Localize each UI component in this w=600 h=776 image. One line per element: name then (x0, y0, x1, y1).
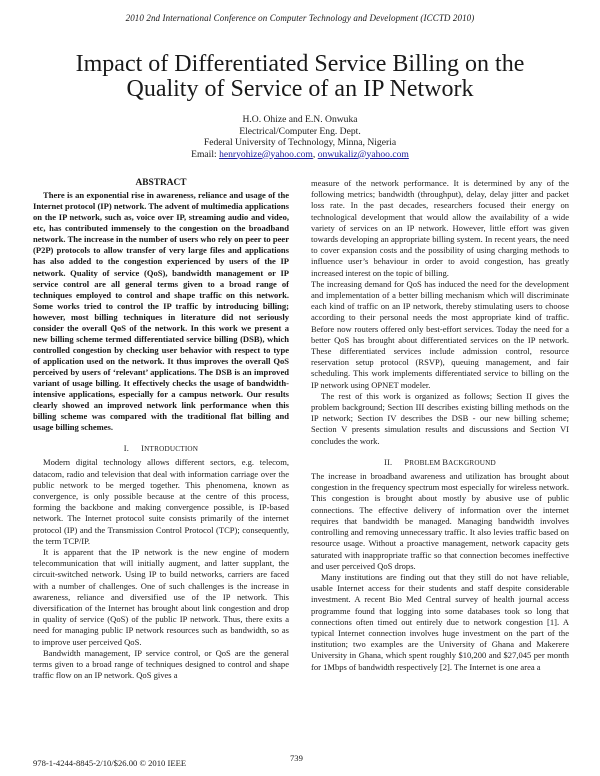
abstract-text: There is an exponential rise in awareness, reliance and usage of the Internet protocol (IP) network. The advent of multimedia applications on the IP network, such as, voice over IP, streaming audio and video, etc, has contributed immensely to the congestion on the broadband network. The increase in the number of users who rely on peer to peer (P2P) protocols to allow transfer of very large files and applications has also added to the congestion experienced by users of the IP network. Quality of service (QoS), bandwidth management or IP service control are all general terms given to a broad range of techniques employed to control and shape traffic on this network. Some works tried to control the IP traffic by introducing billing; however, most billing techniques in literature did not seriously consider the overall QoS of the network. In this work we present a new billing scheme termed differentiated service billing (DSB), which controlled congestion by checking user behavior with respect to type of application used on the network. It thus improves the overall QoS perceived by users of ‘relevant’ applications. The DSB is an improved variant of usage billing. It effectively checks the usage of bandwidth-intensive applications, especially for a campus network. Our results clearly showed an improved network link performance when this billing scheme was compared with the traditional flat billing and usage billing schemes. (33, 190, 289, 433)
section-title-rest-2: ACKGROUND (448, 458, 496, 467)
intro-paragraph-4: The increasing demand for QoS has induced the need for the development and implementation of a better billing mechanism which will discriminate each kind of traffic on an IP network, thereby stimulating users to choose according to their personal needs the most appropriate kind of traffic. Before now routers offered only best-effort services. Today the need for a better QoS has brought about differentiated services on the IP network. These differentiated services include admission control, resource reservation setup protocol (RSVP), queuing management, and fair scheduling. This work implements differentiated service to billing on the IP network using OPNET modeler. (311, 278, 569, 390)
author-names: H.O. Ohize and E.N. Onwuka (242, 114, 358, 125)
author-department: Electrical/Computer Eng. Dept. (239, 125, 361, 137)
intro-paragraph-3-continued: measure of the network performance. It is determined by any of the following metrics; bandwidth (throughput), delay, delay jitter and packet loss rate. In the past decades, researchers focused their energy on technological development that would allow the availability of a wide variety of services on an IP network. However, little effort was given towards developing an appropriate billing system. In recent years, the need to cover expansion costs and the possibility of using charging methods to influence user’s behaviour in order to avoid congestion, has greatly increased interest on the topic of billing. (311, 178, 569, 278)
section-number: I. (123, 444, 130, 454)
section-number: II. (384, 457, 393, 467)
paper-title (40, 52, 560, 102)
footer-isbn: 978-1-4244-8845-2/10/$26.00 © 2010 IEEE (33, 758, 187, 768)
author-affiliation: Federal University of Technology, Minna, Nigeria (203, 137, 397, 148)
section-title-initial: P (404, 457, 410, 467)
title-line-1: Impact of Differentiated Service Billing on the (75, 51, 525, 77)
email-separator: , (312, 148, 316, 160)
section-title-rest: ROBLEM (409, 458, 443, 467)
author-block (0, 114, 600, 160)
email-link-1[interactable]: henryohize@yahoo.com (219, 148, 313, 160)
section-title-initial-2: B (442, 457, 449, 467)
email-link-2[interactable]: onwukaliz@yahoo.com (317, 148, 409, 160)
email-line (0, 149, 600, 161)
abstract-heading: ABSTRACT (135, 178, 187, 188)
problem-paragraph-2: Many institutions are finding out that they still do not have reliable, usable Internet access for their students and staff despite considerable investment. A recent Bio Med Central survey of health journal access programme found that logging into some databases took so long that connections often timed out entirely due to network congestion [1]. A typical Internet connection involves huge investment on the part of the institution; two examples are the University of Ghana and Makerere University in Ghana, which spent roughly $10,200 and $27,045 per month for 1Mbps of bandwidth respectively [2]. The Internet is one area a (311, 571, 569, 672)
page-number: 739 (290, 753, 303, 763)
left-column (33, 178, 289, 682)
problem-paragraph-1: The increase in broadband awareness and utilization has brought about congestion in the frequency spectrum most especially for wireless network. This congestion is brought about mostly by abusive use of public connections. The effective delivery of information over the internet requires that bandwidth be managed. Managing bandwidth involves controlling and removing unnecessary traffic. It also levies traffic based on resource usage. Without a proactive management, network capacity gets saturated with inappropriate traffic so that connection becomes ineffective and user perceived QoS drops. (311, 471, 569, 571)
email-label: Email: (191, 148, 217, 160)
intro-paragraph-1: Modern digital technology allows different sectors, e.g. telecom, datacom, radio and television that deal with information carriage over the public network to be merged together. This phenomena, known as convergence, is only possible because at the centre of this process, forming the backbone and making convergence possible, is IP-based network. The Internet protocol suite consists primarily of the internet protocol (IP) and the Transmission Control Protocol (TCP); consequently, the term TCP/IP. (33, 457, 289, 546)
right-column (311, 178, 569, 673)
section-title-rest: NTRODUCTION (144, 445, 199, 454)
intro-paragraph-2: It is apparent that the IP network is the new engine of modern telecommunication that will initially augment, and latter supplant, the circuit-switched network. Using IP to build networks, carriers are faced with a number of challenges. One of such challenges is the increase in awareness, reliance and diversified use of the IP network. This diversification of the Internet has brought about link congestion and drop in quality of service (QoS) of the public IP network. Thus, there exits a need for managing public IP network resources such as bandwidth, so as to improve user perceived QoS. (33, 547, 289, 647)
title-line-2: Quality of Service of an IP Network (126, 76, 474, 102)
section-heading-problem-background (311, 457, 569, 469)
intro-paragraph-3: Bandwidth management, IP service control, or QoS are the general terms given to a broad range of techniques designed to control and shape traffic flow on an IP network. QoS gives a (33, 647, 289, 681)
section-heading-introduction (33, 443, 289, 455)
intro-paragraph-5: The rest of this work is organized as follows; Section II gives the problem background; Section III describes existing billing methods on the IP network; Section IV describes the DSB - our new billing scheme; Section V presents simulation results and discussions and Section VI concludes the work. (311, 390, 569, 446)
section-title-initial: I (141, 444, 145, 454)
conference-running-head: 2010 2nd International Conference on Computer Technology and Development (ICCTD 2010) (125, 13, 475, 23)
